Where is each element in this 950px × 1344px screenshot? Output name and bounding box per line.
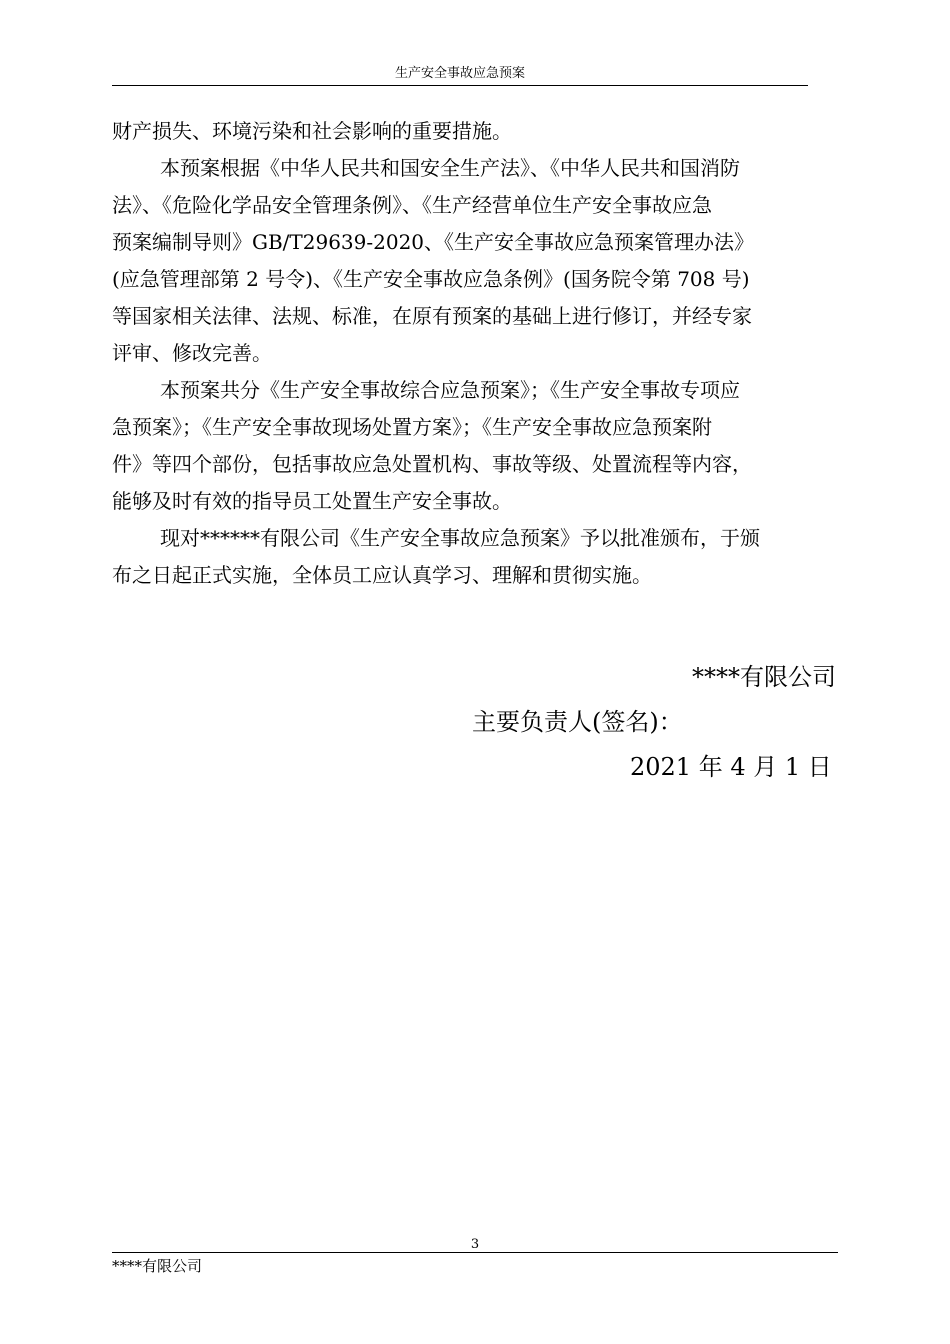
text-line: 现对******有限公司《生产安全事故应急预案》予以批准颁布，于颁	[160, 526, 760, 550]
text-line: (应急管理部第 2 号令)、《生产安全事故应急条例》(国务院令第 708 号)	[112, 267, 750, 291]
paragraph-continuation	[112, 113, 838, 150]
text-line: 件》等四个部份，包括事故应急处置机构、事故等级、处置流程等内容，	[112, 452, 752, 476]
text-line: 等国家相关法律、法规、标准，在原有预案的基础上进行修订，并经专家	[112, 304, 752, 328]
footer-company: ****有限公司	[112, 1257, 203, 1275]
paragraph-approval	[112, 520, 838, 594]
page-header-title: 生产安全事故应急预案	[394, 66, 525, 81]
body-text	[112, 113, 838, 594]
text-line: 财产损失、环境污染和社会影响的重要措施。	[112, 119, 512, 143]
signature-company: ****有限公司	[692, 663, 836, 691]
text-line: 能够及时有效的指导员工处置生产安全事故。	[112, 489, 512, 513]
footer-rule	[112, 1252, 838, 1253]
signature-date: 2021 年 4 月 1 日	[630, 753, 832, 781]
header-rule	[112, 85, 808, 86]
paragraph-plan-structure	[112, 372, 838, 520]
text-line: 评审、修改完善。	[112, 341, 272, 365]
text-line: 预案编制导则》GB/T29639-2020、《生产安全事故应急预案管理办法》	[112, 230, 755, 254]
text-line: 本预案共分《生产安全事故综合应急预案》；《生产安全事故专项应	[160, 378, 740, 402]
text-line: 布之日起正式实施，全体员工应认真学习、理解和贯彻实施。	[112, 563, 652, 587]
text-line: 本预案根据《中华人民共和国安全生产法》、《中华人民共和国消防	[160, 156, 740, 180]
page-number: 3	[470, 1237, 480, 1252]
signature-person-label: 主要负责人(签名)：	[472, 708, 683, 736]
text-line: 法》、《危险化学品安全管理条例》、《生产经营单位生产安全事故应急	[112, 193, 712, 217]
paragraph-legal-basis	[112, 150, 838, 372]
text-line: 急预案》；《生产安全事故现场处置方案》；《生产安全事故应急预案附	[112, 415, 712, 439]
